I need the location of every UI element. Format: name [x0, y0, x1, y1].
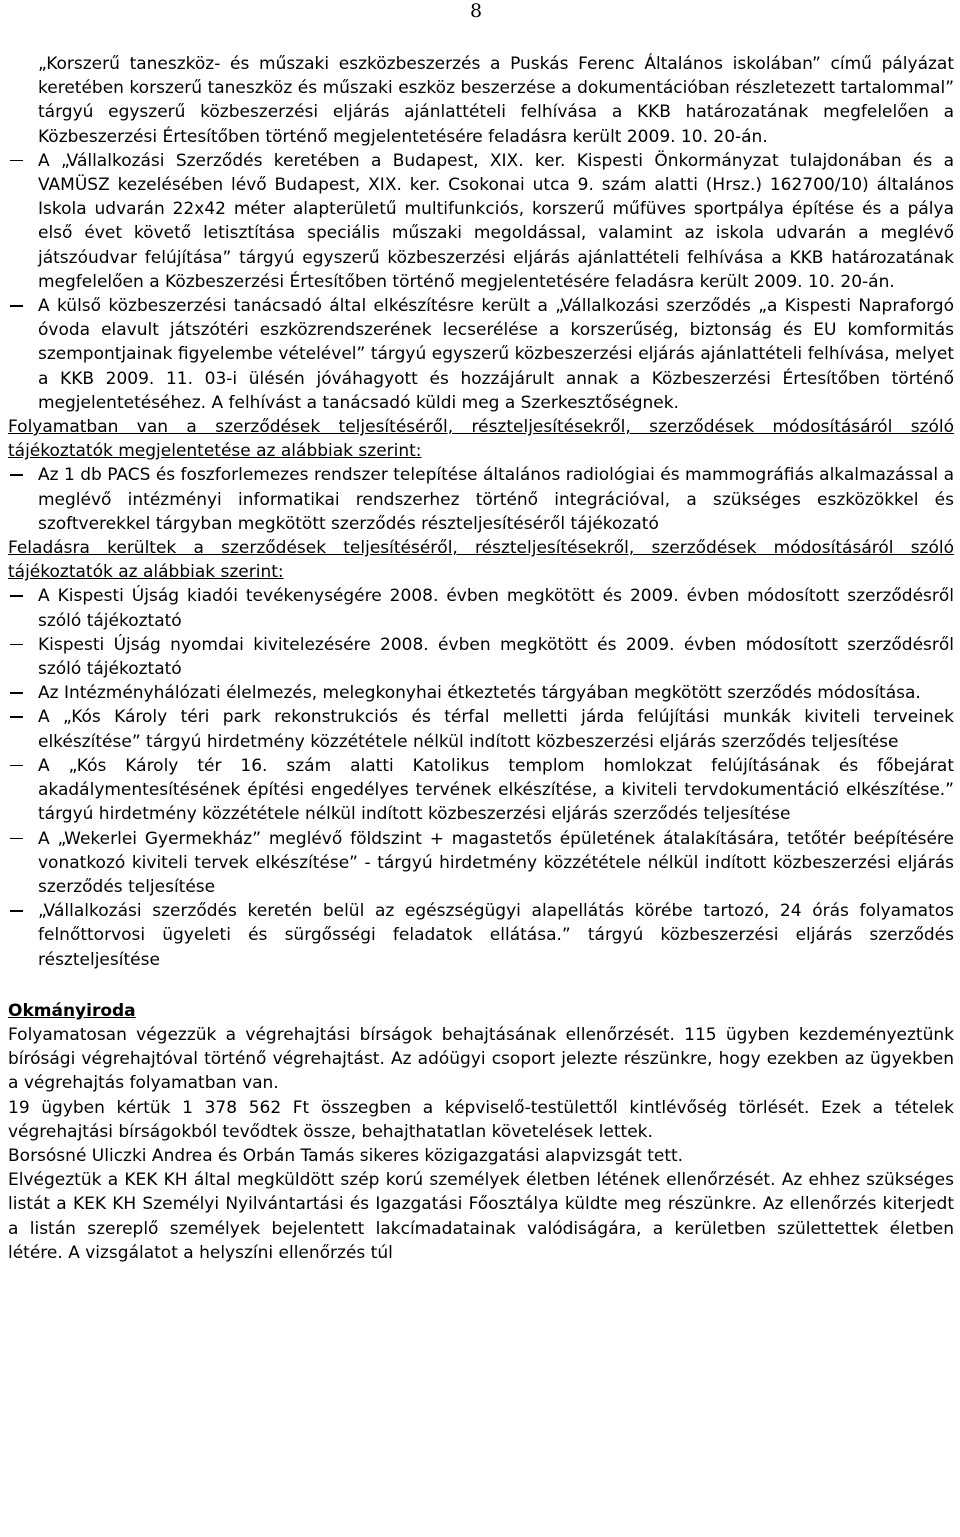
- submitted-heading: Feladásra kerültek a szerződések teljesítéséről, részteljesítésekről, szerződések módosításáról szóló tájékoztatók az alábbiak szerint:: [8, 538, 954, 583]
- office-paragraph: Elvégeztük a KEK KH által megküldött szép korú személyek életben létének ellenőrzését. Az ehhez szükséges listát a KEK KH Személyi Nyilvántartási és Igazgatási Főosztálya küldte meg részünkre. Az ellenőrzés kiterjedt a listán szereplő személyek bejelentett lakcímadatainak valódiságára, a kerületben születtettek életben létére. A vizsgálatot a helyszíni ellenőrzés túl: [8, 1170, 954, 1263]
- section-title: Okmányiroda: [8, 1000, 136, 1021]
- list-item: Az 1 db PACS és foszforlemezes rendszer telepítése általános radiológiai és mammográfiás alkalmazással a meglévő intézményi informatikai rendszerhez történő integrációval, a szükséges eszközökkel és szoftverekkel tárgyban megkötött szerződés részteljesítéséről tájékozató: [8, 463, 954, 536]
- office-paragraph: Borsósné Uliczki Andrea és Orbán Tamás sikeres közigazgatási alapvizsgát tett.: [8, 1145, 684, 1166]
- ongoing-heading: Folyamatban van a szerződések teljesítéséről, részteljesítésekről, szerződések módosításáról szóló tájékoztatók megjelentetése az alábbiak szerint:: [8, 417, 954, 462]
- list-item: Kispesti Újság nyomdai kivitelezésére 2008. évben megkötött és 2009. évben módosított szerződésről szóló tájékoztató: [8, 633, 954, 681]
- list-item: Az Intézményhálózati élelmezés, melegkonyhai étkeztetés tárgyában megkötött szerződés módosítása.: [8, 681, 954, 705]
- document-body: [8, 52, 954, 1265]
- list-item: „Vállalkozási szerződés keretén belül az egészségügyi alapellátás körébe tartozó, 24 órás folyamatos felnőttorvosi ügyeleti és sürgősségi feladatok ellátása.” tárgyú közbeszerzési eljárás szerződés részteljesítése: [8, 899, 954, 972]
- page-number: 8: [470, 0, 483, 22]
- office-paragraph: Folyamatosan végezzük a végrehajtási bírságok behajtásának ellenőrzését. 115 ügyben kezdeményeztünk bírósági végrehajtóval történő végrehajtást. Az adóügyi csoport jelezte részünkre, hogy ezekben az ügyekben a végrehajtás folyamatban van.: [8, 1024, 954, 1094]
- list-item: A „Kós Károly téri park rekonstrukciós és térfal melletti járda felújítási munkák kiviteli terveinek elkészítése” tárgyú hirdetmény közzététele nélkül indított közbeszerzési eljárás szerződés teljesítése: [8, 705, 954, 753]
- list-item: A „Wekerlei Gyermekház” meglévő földszint + magastetős épületének átalakítására, tetőtér beépítésére vonatkozó kiviteli tervek elkészítése” - tárgyú hirdetmény közzététele nélkül indított közbeszerzési eljárás szerződés teljesítése: [8, 827, 954, 900]
- list-item: A „Kós Károly tér 16. szám alatti Katolikus templom homlokzat felújításának és főbejárat akadálymentesítésének építési engedélyes tervének elkészítése, a kiviteli tervdokumentáció elkészítése.” tárgyú hirdetmény közzététele nélkül indított közbeszerzési eljárás szerződés teljesítése: [8, 754, 954, 827]
- list-item: A Kispesti Újság kiadói tevékenységére 2008. évben megkötött és 2009. évben módosított szerződésről szóló tájékoztató: [8, 584, 954, 632]
- list-item: A külső közbeszerzési tanácsadó által elkészítésre került a „Vállalkozási szerződés „a Kispesti Napraforgó óvoda elavult játszótéri eszközrendszerének lecserélése a korszerűség, biztonság és EU komformitás szempontjainak figyelembe vételével” tárgyú egyszerű közbeszerzési eljárás ajánlattételi felhívása, melyet a KKB 2009. 11. 03-i ülésén jóváhagyott és hozzájárult annak a Közbeszerzési Értesítőben történő megjelentetéséhez. A felhívást a tanácsadó küldi meg a Szerkesztőségnek.: [8, 294, 954, 415]
- list-item: A „Vállalkozási Szerződés keretében a Budapest, XIX. ker. Kispesti Önkormányzat tulajdonában és a VAMÜSZ kezelésében lévő Budapest, XIX. ker. Csokonai utca 9. szám alatti (Hrsz.) 162700/10) általános Iskola udvarán 22x42 méter alapterületű multifunkciós, korszerű műfüves sportpálya építése és a pálya első évet követő letisztítása speciális műszaki megoldással, valamint az iskola udvarán a meglévő játszóudvar felújítása” tárgyú egyszerű közbeszerzési eljárás ajánlattételi felhívása a KKB határozatának megfelelően a Közbeszerzési Értesítőben történő megjelentetésére feladásra került 2009. 10. 20-án.: [8, 149, 954, 294]
- office-paragraph: 19 ügyben kértük 1 378 562 Ft összegben a képviselő-testülettől kintlévőség törlését. Ezek a tételek végrehajtási bírságokból tevődtek össze, behajthatatlan követelések lettek.: [8, 1097, 954, 1142]
- intro-paragraph: „Korszerű taneszköz- és műszaki eszközbeszerzés a Puskás Ferenc Általános iskolában” című pályázat keretében korszerű taneszköz és műszaki eszköz beszerzése a dokumentációban részletezett tartalommal” tárgyú egyszerű közbeszerzési eljárás ajánlattételi felhívása a KKB határozatának megfelelően a Közbeszerzési Értesítőben történő megjelentetésére feladásra került 2009. 10. 20-án.: [38, 54, 954, 147]
